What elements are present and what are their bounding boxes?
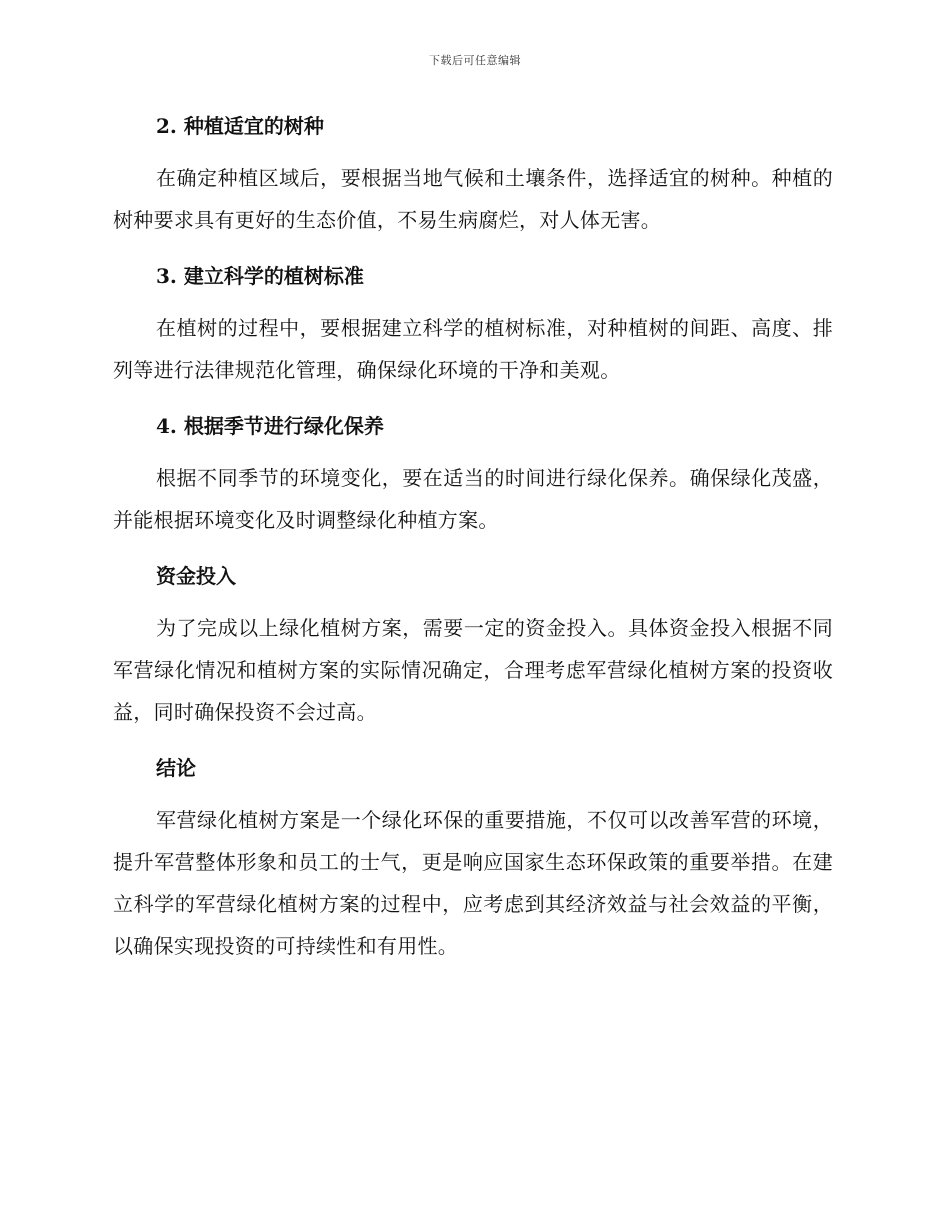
section-paragraph-planting-standard: 在植树的过程中，要根据建立科学的植树标准，对种植树的间距、高度、排列等进行法律规范化管理，确保绿化环境的干净和美观。	[113, 316, 833, 382]
page-header: 下载后可任意编辑	[429, 54, 521, 67]
section-paragraph-seasonal-maintenance: 根据不同季节的环境变化，要在适当的时间进行绿化保养。确保绿化茂盛，并能根据环境变化及时调整绿化种植方案。	[113, 466, 833, 532]
section-paragraph-planting-species: 在确定种植区域后，要根据当地气候和土壤条件，选择适宜的树种。种植的树种要求具有更好的生态价值，不易生病腐烂，对人体无害。	[113, 166, 833, 232]
section-paragraph-funding: 为了完成以上绿化植树方案，需要一定的资金投入。具体资金投入根据不同军营绿化情况和植树方案的实际情况确定，合理考虑军营绿化植树方案的投资收益，同时确保投资不会过高。	[113, 616, 833, 724]
section-heading-planting-standard: 3. 建立科学的植树标准	[156, 264, 364, 288]
document-body	[113, 111, 833, 967]
section-heading-funding: 资金投入	[156, 564, 236, 588]
section-heading-seasonal-maintenance: 4. 根据季节进行绿化保养	[156, 414, 384, 438]
section-heading-planting-species: 2. 种植适宜的树种	[156, 114, 324, 138]
section-heading-conclusion: 结论	[156, 756, 196, 780]
section-paragraph-conclusion: 军营绿化植树方案是一个绿化环保的重要措施，不仅可以改善军营的环境，提升军营整体形象和员工的士气，更是响应国家生态环保政策的重要举措。在建立科学的军营绿化植树方案的过程中，应考虑到其经济效益与社会效益的平衡，以确保实现投资的可持续性和有用性。	[113, 808, 833, 958]
